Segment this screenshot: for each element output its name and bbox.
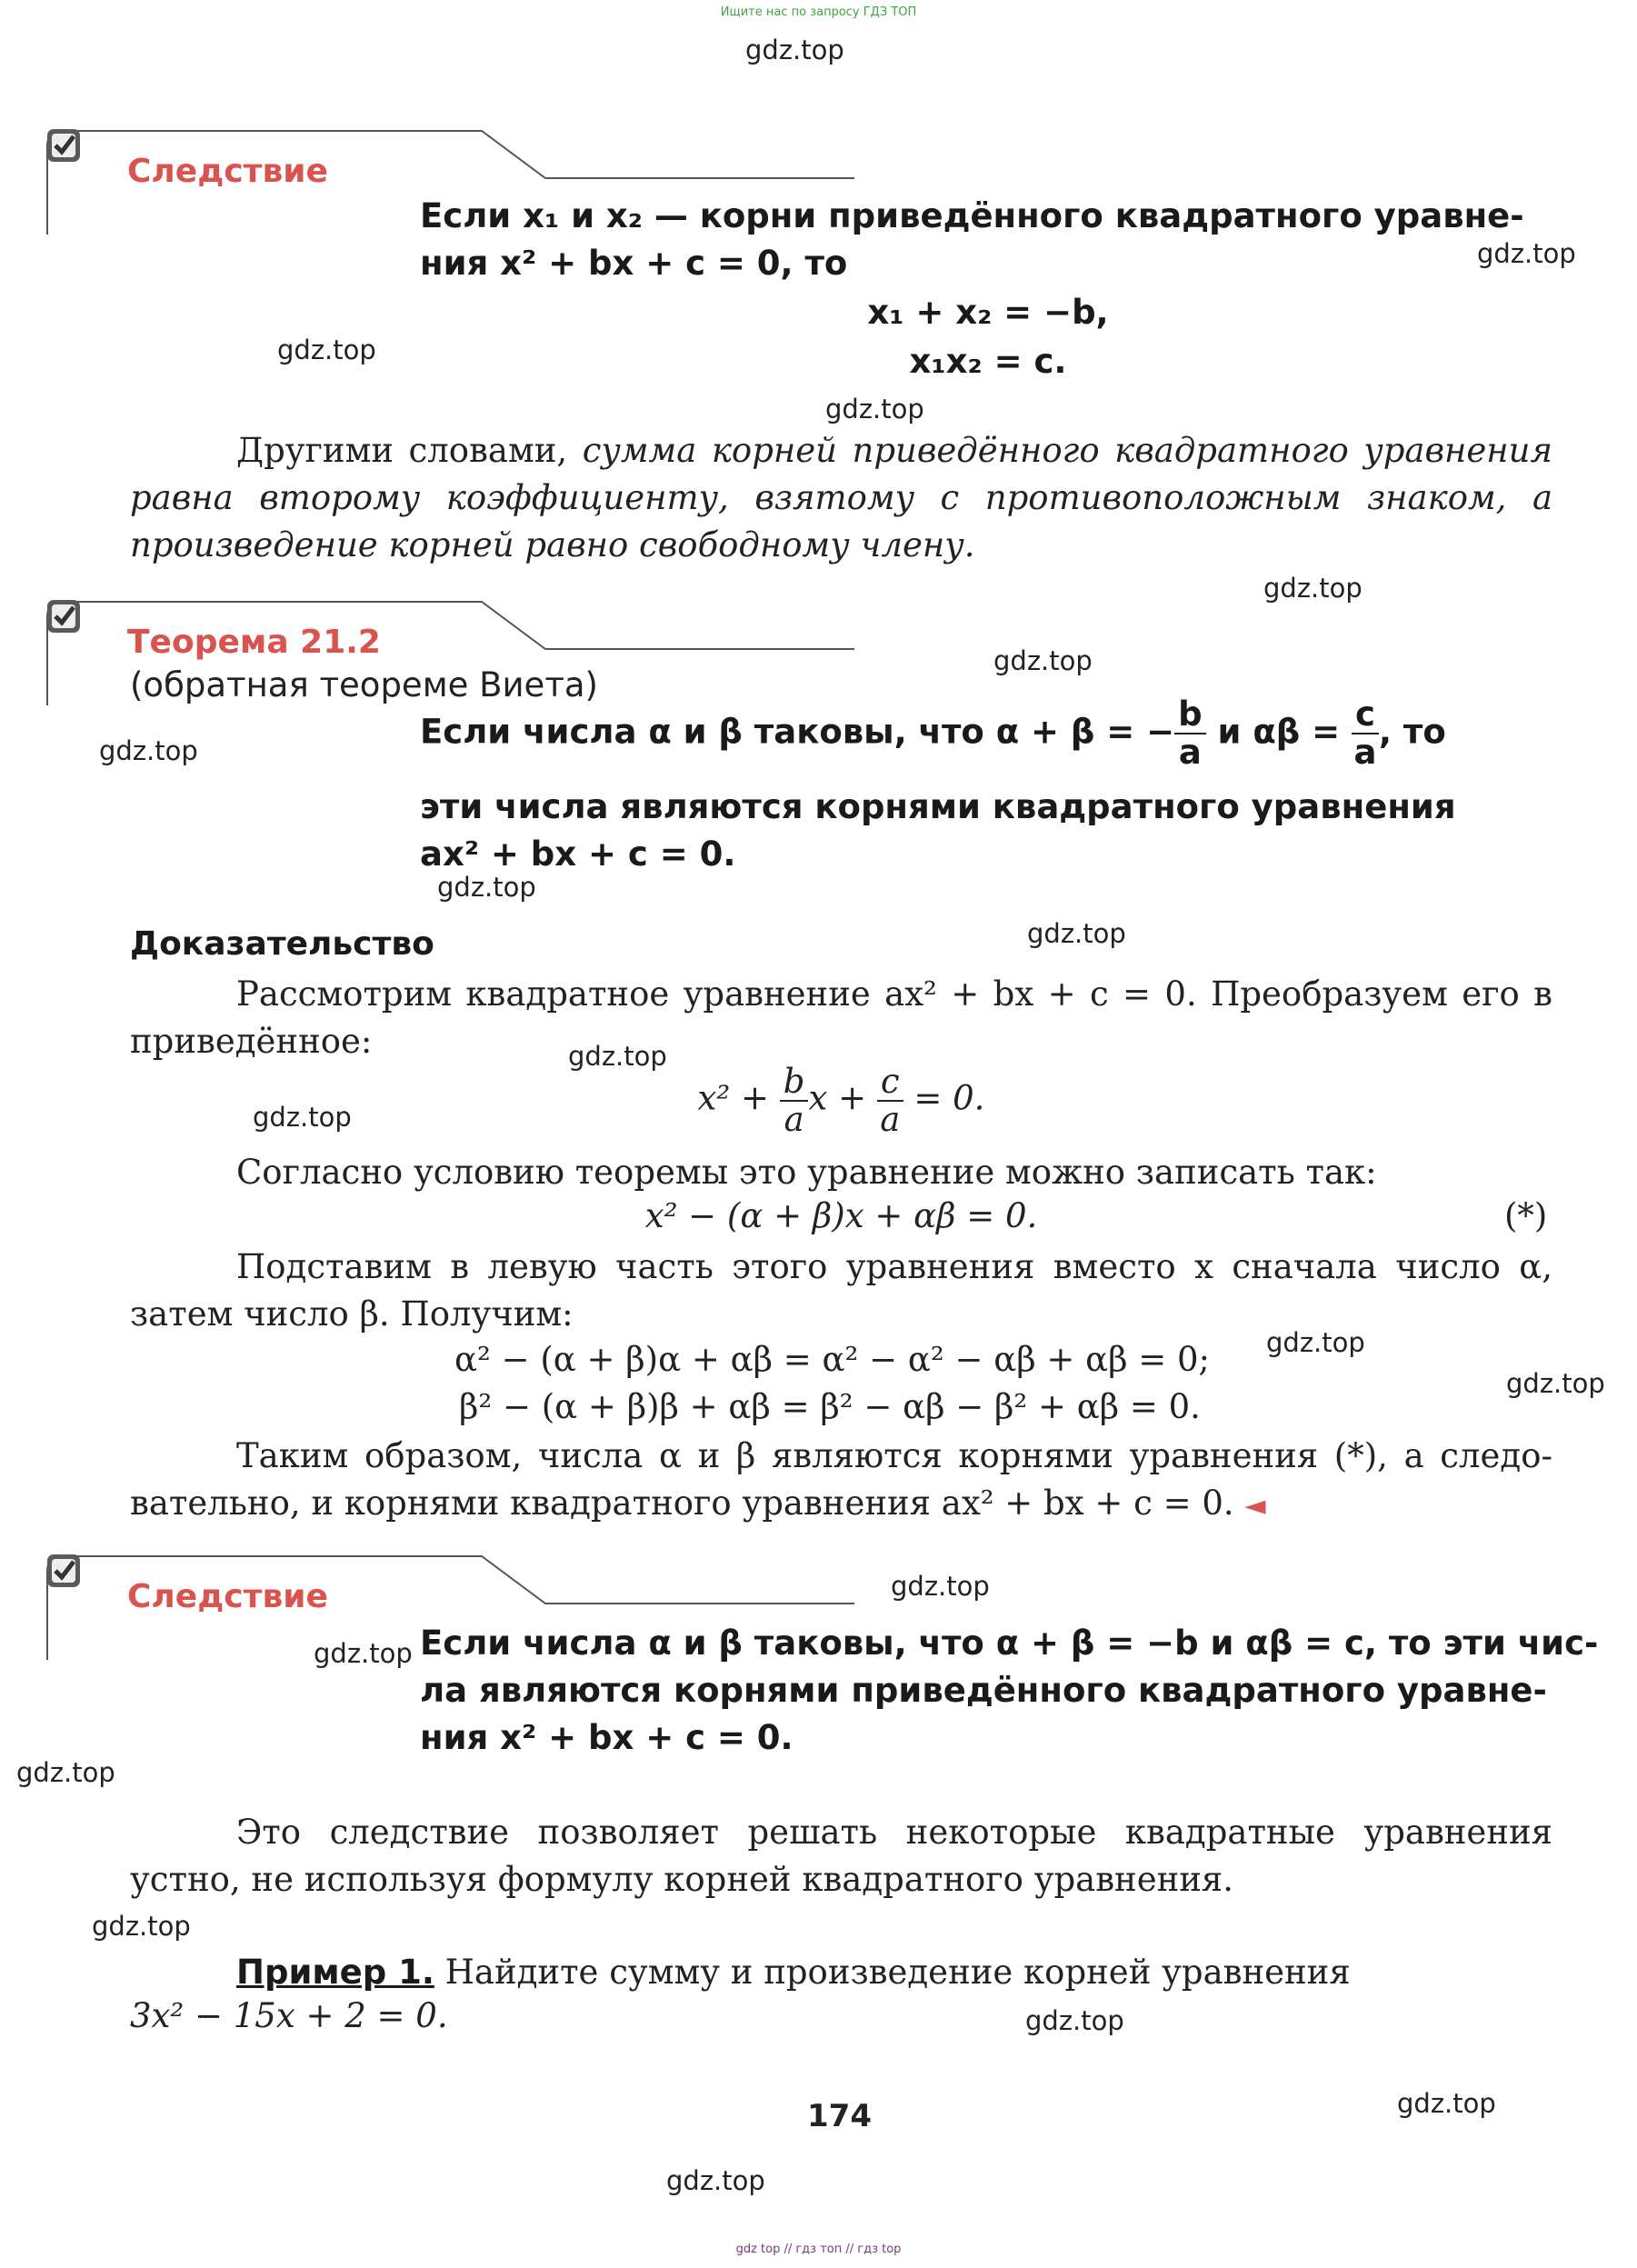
theorem-line	[420, 696, 1556, 771]
proof-paragraph: Согласно условию теоремы это уравнение можно записать так:	[236, 1153, 1377, 1192]
proof-heading: Доказательство	[130, 925, 434, 963]
equation-star: x² − (α + β)x + αβ = 0.	[644, 1196, 1038, 1235]
watermark: gdz.top	[437, 872, 536, 903]
theorem-line-start: Если числа α и β таковы, что α + β = −	[420, 712, 1175, 752]
corollary-text-line: ния x² + bx + c = 0.	[420, 1718, 794, 1757]
watermark: gdz.top	[891, 1571, 990, 1602]
substitution-beta: β² − (α + β)β + αβ = β² − αβ − β² + αβ = 0.	[459, 1387, 1201, 1426]
proof-paragraph: Таким образом, числа α и β являются корнями уравнения (*), а следовательно, и корнями квадратного уравнения ax² + bx + c = 0. ◄	[130, 1436, 1552, 1523]
corollary-text-line: Если числа α и β таковы, что α + β = −b и αβ = c, то эти чис-	[420, 1624, 1599, 1663]
watermark: gdz.top	[993, 645, 1093, 676]
watermark: gdz.top	[314, 1638, 413, 1669]
example-label: Пример 1.	[236, 1953, 434, 1992]
substitution-alpha: α² − (α + β)α + αβ = α² − α² − αβ + αβ = 0;	[454, 1340, 1211, 1379]
watermark: gdz.top	[568, 1041, 667, 1072]
usage-paragraph: Это следствие позволяет решать некоторые квадратные уравнения устно, не используя формулу корней квадратного уравнения.	[130, 1813, 1552, 1899]
corollary-text-line: ла являются корнями приведённого квадратного уравне-	[420, 1671, 1547, 1710]
proof-paragraph: Рассмотрим квадратное уравнение ax² + bx + c = 0. Преобразуем его в приведённое:	[130, 974, 1552, 1061]
watermark: gdz.top	[253, 1102, 352, 1133]
footer-note: gdz top // гдз топ // гдз top	[735, 2243, 902, 2256]
checkbox-icon	[45, 598, 82, 634]
watermark: gdz.top	[1027, 918, 1126, 949]
paragraph-italic: сумма корней приведённого квадратного уравнения равна второму коэффициенту, взятому с противоположным знаком, а произведение корней равно свободному члену.	[130, 431, 1552, 565]
equation-tag: (*)	[1504, 1196, 1548, 1235]
watermark: gdz.top	[99, 735, 198, 766]
explanation-paragraph	[130, 427, 1552, 569]
page-number: 174	[807, 2098, 872, 2134]
watermark: gdz.top	[16, 1757, 115, 1788]
paragraph-lead: Другими словами,	[236, 431, 583, 470]
example-paragraph: Пример 1. Найдите сумму и произведение корней уравнения	[236, 1953, 1351, 1992]
watermark: gdz.top	[825, 394, 924, 425]
corollary-text-line: Если x₁ и x₂ — корни приведённого квадратного уравне-	[420, 196, 1524, 235]
fraction: $\frac{b}{a}$	[1174, 696, 1206, 771]
fraction: $\frac{b}{a}$	[780, 1064, 809, 1138]
watermark: gdz.top	[1266, 1327, 1365, 1358]
watermark: gdz.top	[745, 35, 844, 65]
watermark: gdz.top	[1025, 2005, 1124, 2036]
vieta-formula-product: x₁x₂ = c.	[909, 342, 1067, 381]
vieta-formula-sum: x₁ + x₂ = −b,	[867, 293, 1109, 332]
top-note: Ищите нас по запросу ГДЗ ТОП	[720, 5, 917, 19]
corollary-text-line: ния x² + bx + c = 0, то	[420, 244, 848, 283]
watermark: gdz.top	[277, 335, 376, 365]
theorem-subtitle: (обратная теореме Виета)	[130, 665, 598, 704]
watermark: gdz.top	[92, 1911, 191, 1942]
example-equation: 3x² − 15x + 2 = 0.	[130, 1996, 448, 2035]
watermark: gdz.top	[666, 2165, 765, 2196]
fraction: $\frac{c}{a}$	[1352, 696, 1379, 771]
watermark: gdz.top	[1506, 1368, 1605, 1399]
corollary-title: Следствие	[127, 1578, 328, 1615]
fraction: $\frac{c}{a}$	[877, 1064, 903, 1138]
theorem-line: эти числа являются корнями квадратного уравнения	[420, 787, 1456, 826]
checkbox-icon	[45, 127, 82, 164]
watermark: gdz.top	[1477, 238, 1576, 269]
equation-reduced: x² + $\frac{b}{a}$ x + $\frac{c}{a}$ = 0.	[697, 1062, 985, 1139]
theorem-line-mid: и αβ =	[1205, 712, 1352, 752]
watermark: gdz.top	[1397, 2088, 1496, 2119]
corollary-title: Следствие	[127, 153, 328, 190]
proof-paragraph: Подставим в левую часть этого уравнения вместо x сначала число α, затем число β. Получим:	[130, 1247, 1552, 1334]
watermark: gdz.top	[1263, 573, 1363, 604]
theorem-title: Теорема 21.2	[127, 624, 381, 661]
checkbox-icon	[45, 1553, 82, 1589]
end-of-proof-icon: ◄	[1244, 1490, 1266, 1522]
theorem-line: ax² + bx + c = 0.	[420, 834, 736, 874]
theorem-line-end: , то	[1378, 712, 1446, 752]
